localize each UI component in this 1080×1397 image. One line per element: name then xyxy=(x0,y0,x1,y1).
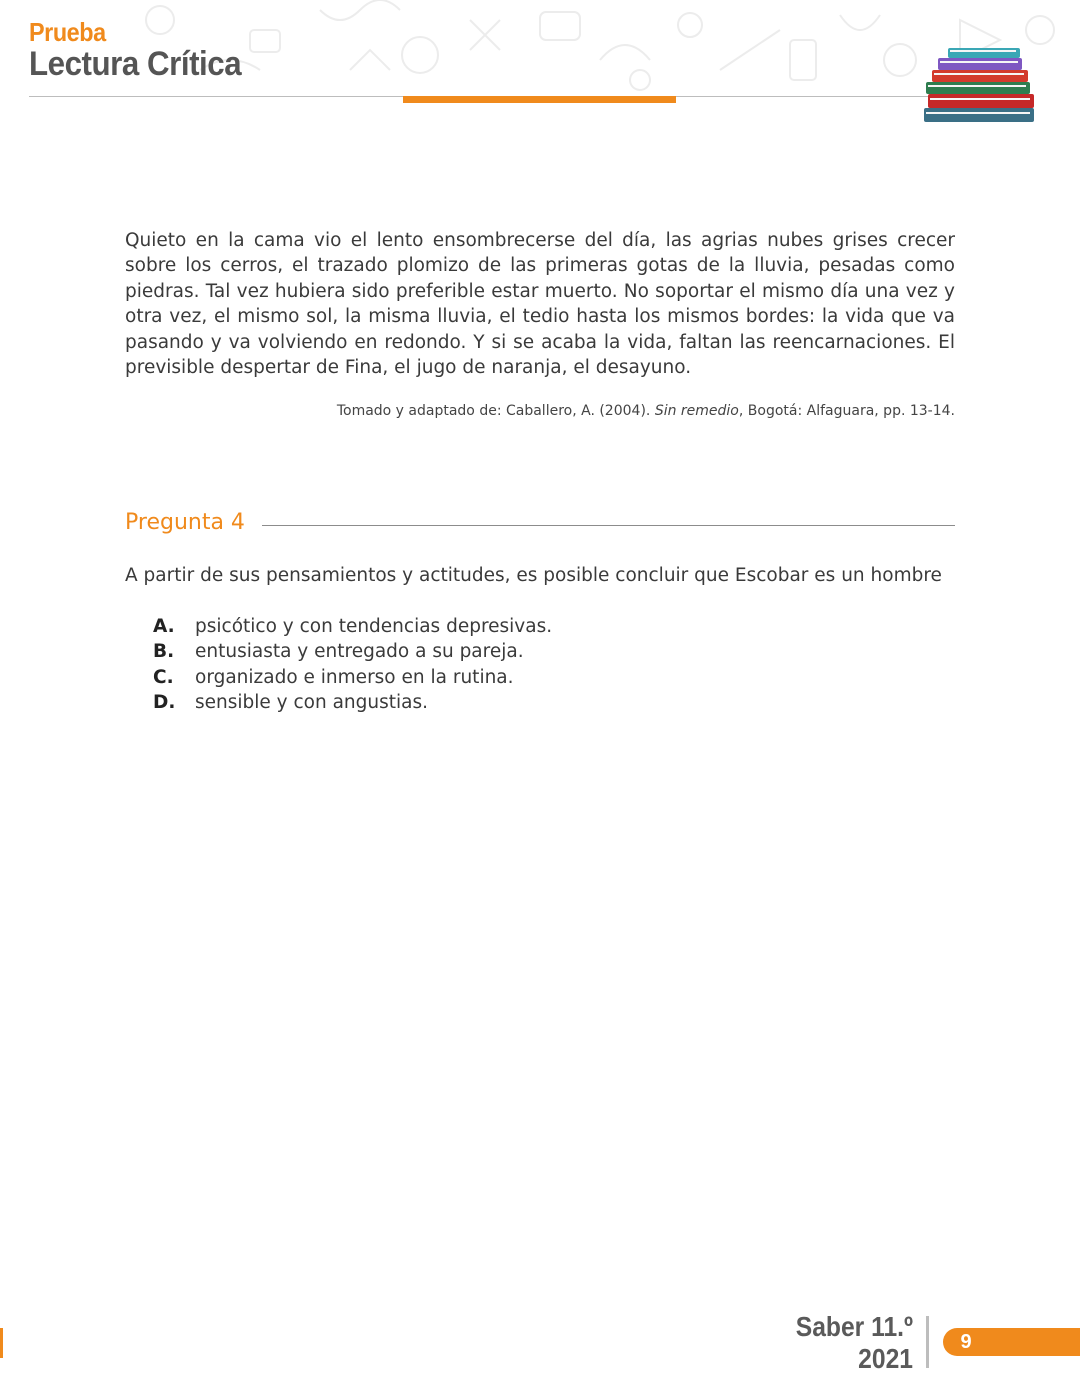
option-letter: C. xyxy=(153,666,174,688)
option-c[interactable] xyxy=(153,665,552,690)
option-b[interactable] xyxy=(153,639,552,664)
option-letter: D. xyxy=(153,692,176,714)
source-title: Sin remedio xyxy=(654,403,739,419)
option-text: organizado e inmerso en la rutina. xyxy=(195,666,514,688)
option-text: sensible y con angustias. xyxy=(195,692,429,714)
footer-divider xyxy=(926,1316,929,1368)
question-divider xyxy=(262,525,955,526)
question-title: Pregunta 4 xyxy=(125,510,245,535)
page-title: Lectura Crítica xyxy=(29,45,242,83)
answer-options xyxy=(153,614,552,716)
option-letter: B. xyxy=(153,641,175,663)
source-prefix: Tomado y adaptado de: Caballero, A. (2004). xyxy=(336,403,655,419)
page-number: 9 xyxy=(960,1331,972,1353)
option-letter: A. xyxy=(153,616,175,637)
option-text: psicótico y con tendencias depresivas. xyxy=(195,616,553,637)
option-text: entusiasta y entregado a su pareja. xyxy=(195,641,524,663)
option-a[interactable] xyxy=(153,614,552,639)
header-accent-bar xyxy=(403,96,676,103)
passage-source xyxy=(125,403,955,419)
question-stem: A partir de sus pensamientos y actitudes, es posible concluir que Escobar es un hombre xyxy=(125,565,942,586)
option-d[interactable] xyxy=(153,690,552,715)
header-kicker: Prueba xyxy=(29,17,106,47)
source-suffix: , Bogotá: Alfaguara, pp. 13-14. xyxy=(738,403,955,419)
reading-passage: Quieto en la cama vio el lento ensombrecerse del día, las agrias nubes grises crecer sobre los cerros, el trazado plomizo de las primeras gotas de la lluvia, pesadas como piedras. Tal vez hubiera sido preferible estar muerto. No soportar el mismo día una vez y otra vez, el mismo sol, la misma lluvia, el tedio hasta los mismos bordes: la vida que va pasando y va volviendo en redondo. Y si se acaba la vida, faltan las reencarnaciones. El previsible despertar de Fina, el jugo de naranja, el desayuno. xyxy=(125,230,955,379)
footer-year: 2021 xyxy=(858,1343,913,1374)
footer-exam-name: Saber 11.º xyxy=(795,1311,913,1342)
left-margin-mark xyxy=(0,1328,3,1358)
books-stack-icon xyxy=(918,44,1040,130)
